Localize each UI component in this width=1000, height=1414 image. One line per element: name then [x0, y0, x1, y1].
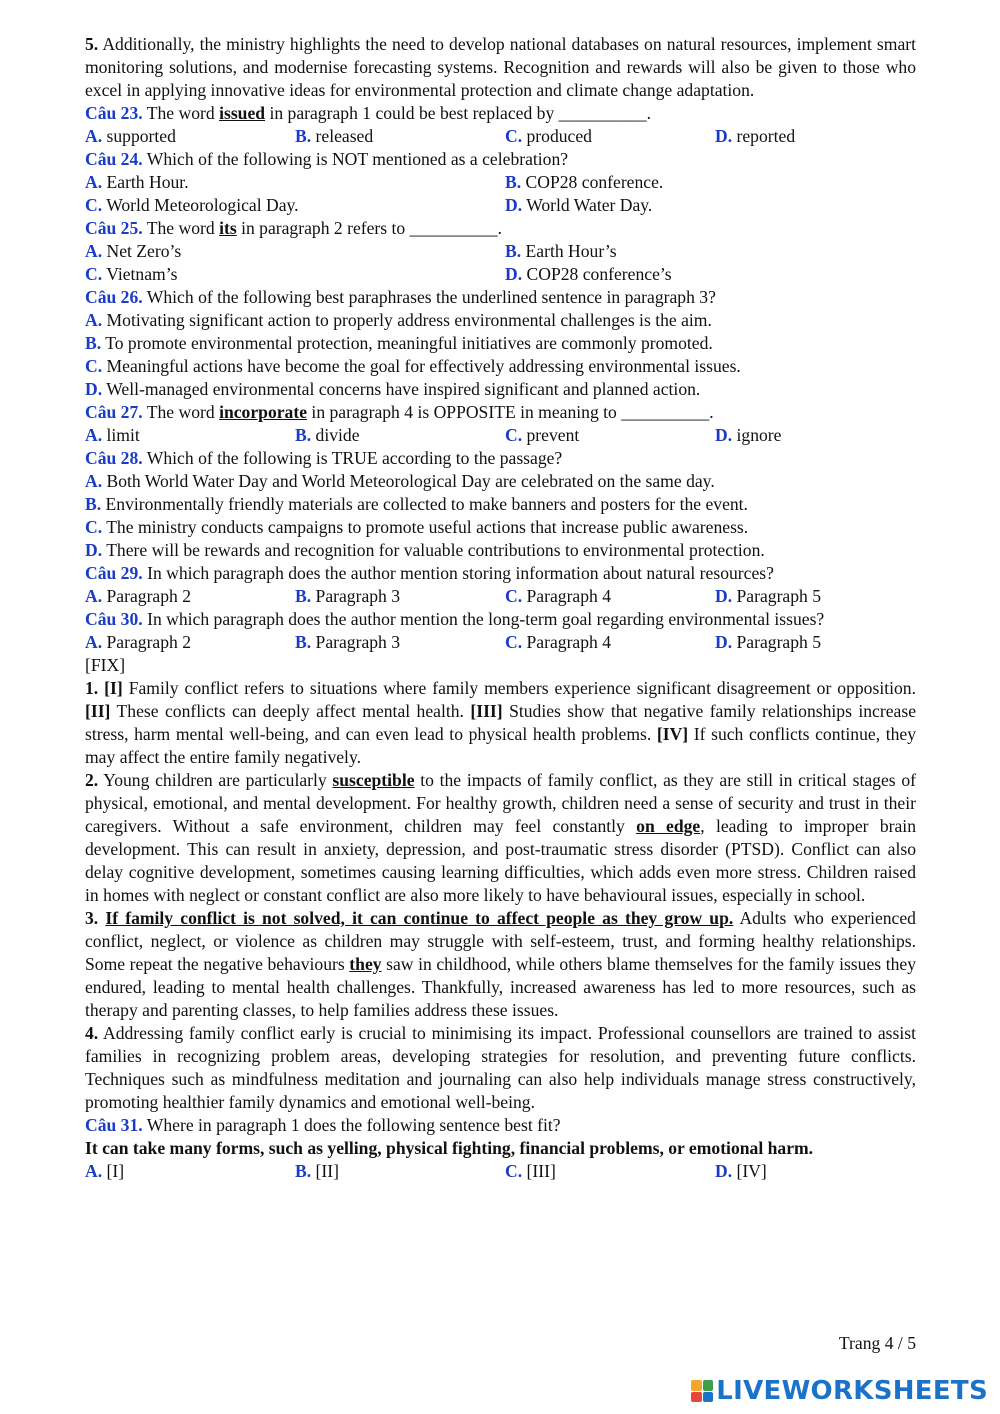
question-29: Câu 29. In which paragraph does the author mention storing information about natural resources? — [85, 563, 774, 583]
reading-paragraph-3: 3. If family conflict is not solved, it can continue to affect people as they grow up. Adults who experienced conflict, neglect, or violence as children may struggle with self-esteem, trust, and forming healthy relationships. Some repeat the negative behaviours they saw in childhood, while others blame themselves for the family issues they endured, leading to mental health challenges. Thankfully, increased awareness has led to more resources, such as therapy and parenting classes, to help families address these issues. — [85, 908, 916, 1020]
logo-icon — [691, 1380, 713, 1402]
option-d[interactable]: D. Paragraph 5 — [715, 632, 822, 652]
question-26: Câu 26. Which of the following best paraphrases the underlined sentence in paragraph 3? — [85, 287, 716, 307]
option-c[interactable]: C. [III] — [505, 1161, 556, 1181]
option-b[interactable]: B. Paragraph 3 — [295, 586, 401, 606]
question-23-options — [85, 125, 916, 148]
option-a[interactable]: A. supported — [85, 126, 176, 146]
option-d[interactable]: D. There will be rewards and recognition for valuable contributions to environmental protection. — [85, 540, 765, 560]
reading-paragraph-4: 4. Addressing family conflict early is crucial to minimising its impact. Professional counsellors are trained to assist families in recognizing problem areas, developing strategies for resolution, and preventing future conflicts. Techniques such as mindfulness meditation and journaling can also help individuals manage stress constructively, promoting healthier family dynamics and emotional well-being. — [85, 1023, 916, 1112]
option-a[interactable]: A. Both World Water Day and World Meteorological Day are celebrated on the same day. — [85, 471, 715, 491]
option-a[interactable]: A. Earth Hour. — [85, 172, 189, 192]
option-d[interactable]: D. World Water Day. — [505, 195, 653, 215]
option-a[interactable]: A. limit — [85, 425, 140, 445]
option-c[interactable]: C. World Meteorological Day. — [85, 195, 299, 215]
option-d[interactable]: D. Paragraph 5 — [715, 586, 822, 606]
question-28: Câu 28. Which of the following is TRUE according to the passage? — [85, 448, 563, 468]
paragraph-5: 5. Additionally, the ministry highlights the need to develop national databases on natural resources, implement smart monitoring solutions, and modernise forecasting systems. Recognition and rewards will also be given to those who excel in applying innovative ideas for environmental protection and climate change adaptation. — [85, 34, 916, 100]
option-a[interactable]: A. [I] — [85, 1161, 125, 1181]
question-23: Câu 23. The word issued in paragraph 1 could be best replaced by __________. — [85, 103, 652, 123]
option-a[interactable]: A. Motivating significant action to properly address environmental challenges is the aim. — [85, 310, 712, 330]
question-30: Câu 30. In which paragraph does the author mention the long-term goal regarding environmental issues? — [85, 609, 825, 629]
logo-square-2 — [703, 1380, 714, 1391]
option-c[interactable]: C. Meaningful actions have become the goal for effectively addressing environmental issues. — [85, 356, 741, 376]
reading-paragraph-2: 2. Young children are particularly susceptible to the impacts of family conflict, as they are still in critical stages of physical, emotional, and mental development. For healthy growth, children need a sense of security and trust in their caregivers. Without a safe environment, children may feel constantly on edge, leading to improper brain development. This can result in anxiety, depression, and post-traumatic stress disorder (PTSD). Conflict can also delay cognitive development, sometimes causing learning difficulties, which adds even more stress. Children raised in homes with neglect or constant conflict are also more likely to have behavioural issues, especially in school. — [85, 770, 916, 905]
option-b[interactable]: B. released — [295, 126, 374, 146]
option-d[interactable]: D. COP28 conference’s — [505, 264, 672, 284]
question-24: Câu 24. Which of the following is NOT mentioned as a celebration? — [85, 149, 569, 169]
question-31-sentence: It can take many forms, such as yelling, physical fighting, financial problems, or emotional harm. — [85, 1138, 814, 1158]
logo-text: LIVEWORKSHEETS — [716, 1376, 988, 1406]
option-b[interactable]: B. Earth Hour’s — [505, 241, 617, 261]
option-a[interactable]: A. Paragraph 2 — [85, 632, 192, 652]
option-b[interactable]: B. [II] — [295, 1161, 339, 1181]
option-d[interactable]: D. reported — [715, 126, 796, 146]
option-d[interactable]: D. Well-managed environmental concerns have inspired significant and planned action. — [85, 379, 701, 399]
option-b[interactable]: B. To promote environmental protection, meaningful initiatives are commonly promoted. — [85, 333, 713, 353]
option-b[interactable]: B. divide — [295, 425, 360, 445]
page-content — [85, 33, 916, 1183]
option-b[interactable]: B. Environmentally friendly materials are collected to make banners and posters for the event. — [85, 494, 748, 514]
question-27-options — [85, 424, 916, 447]
question-25-options-row2 — [85, 263, 916, 286]
question-24-options-row1 — [85, 171, 916, 194]
question-30-options — [85, 631, 916, 654]
option-c[interactable]: C. The ministry conducts campaigns to promote useful actions that increase public awareness. — [85, 517, 749, 537]
option-c[interactable]: C. produced — [505, 126, 592, 146]
question-29-options — [85, 585, 916, 608]
option-d[interactable]: D. ignore — [715, 425, 782, 445]
option-a[interactable]: A. Paragraph 2 — [85, 586, 192, 606]
logo-square-3 — [691, 1392, 702, 1403]
logo-square-1 — [691, 1380, 702, 1391]
option-c[interactable]: C. Vietnam’s — [85, 264, 178, 284]
fix-marker: [FIX] — [85, 655, 126, 675]
question-24-options-row2 — [85, 194, 916, 217]
reading-paragraph-1: 1. [I] Family conflict refers to situations where family members experience significant disagreement or opposition. [II] These conflicts can deeply affect mental health. [III] Studies show that negative family relationships increase stress, harm mental well-being, and can even lead to physical health problems. [IV] If such conflicts continue, they may affect the entire family negatively. — [85, 678, 916, 767]
question-27: Câu 27. The word incorporate in paragraph 4 is OPPOSITE in meaning to __________. — [85, 402, 714, 422]
option-b[interactable]: B. Paragraph 3 — [295, 632, 401, 652]
option-b[interactable]: B. COP28 conference. — [505, 172, 664, 192]
question-25-options-row1 — [85, 240, 916, 263]
question-31-options — [85, 1160, 916, 1183]
option-a[interactable]: A. Net Zero’s — [85, 241, 182, 261]
option-d[interactable]: D. [IV] — [715, 1161, 767, 1181]
option-c[interactable]: C. Paragraph 4 — [505, 586, 612, 606]
option-c[interactable]: C. prevent — [505, 425, 580, 445]
option-c[interactable]: C. Paragraph 4 — [505, 632, 612, 652]
page-number: Trang 4 / 5 — [838, 1333, 916, 1353]
liveworksheets-logo — [691, 1376, 988, 1406]
question-25: Câu 25. The word its in paragraph 2 refers to __________. — [85, 218, 502, 238]
logo-square-4 — [703, 1392, 714, 1403]
question-31: Câu 31. Where in paragraph 1 does the following sentence best fit? — [85, 1115, 561, 1135]
